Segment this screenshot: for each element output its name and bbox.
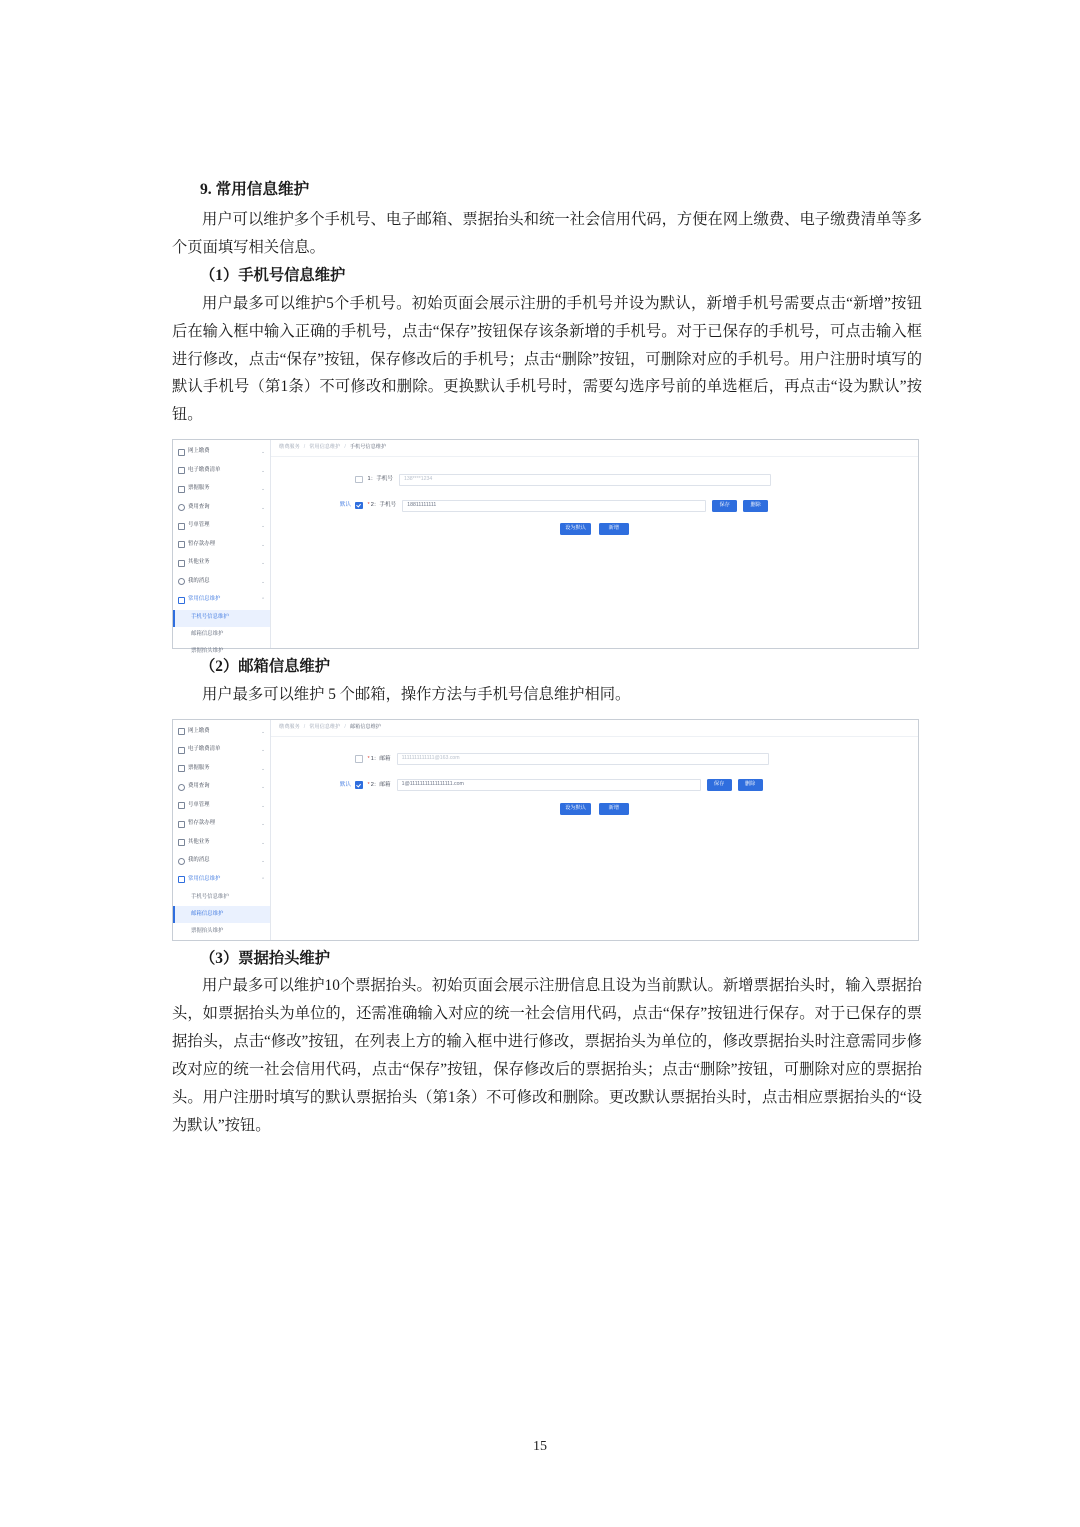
sidebar-subitem-label: 票据抬头维护 xyxy=(191,927,224,934)
money-icon xyxy=(178,541,185,548)
sidebar-item-fee-query[interactable] xyxy=(173,499,270,518)
screenshot-phone-maintenance xyxy=(172,439,919,655)
chevron-down-icon: ⌄ xyxy=(261,747,265,753)
document-body xyxy=(172,176,922,1139)
sidebar-item-common-info-maintenance[interactable] xyxy=(173,591,270,610)
email-row-2 xyxy=(271,777,918,794)
default-tag: 默认 xyxy=(339,502,351,509)
email-form xyxy=(271,737,918,940)
sidebar-item-label: 暂存款办理 xyxy=(188,820,215,827)
sidebar-item-receipt-service[interactable] xyxy=(173,760,270,779)
breadcrumb-item[interactable]: 缴费服务 xyxy=(279,444,300,451)
sidebar-item-label: 电子缴费清单 xyxy=(188,466,221,473)
chevron-down-icon: ⌄ xyxy=(261,839,265,845)
sidebar-item-online-payment[interactable] xyxy=(173,723,270,742)
add-button[interactable]: 新增 xyxy=(599,523,629,535)
sidebar-item-label: 其他业务 xyxy=(188,559,210,566)
sidebar-item-receipt-title-maintenance[interactable] xyxy=(173,923,270,940)
screenshot-email-maintenance xyxy=(172,719,919,941)
sidebar-item-label: 电子缴费清单 xyxy=(188,746,221,753)
add-button[interactable]: 新增 xyxy=(599,803,629,815)
grid-icon xyxy=(178,560,185,567)
phone-row-1 xyxy=(271,471,918,488)
required-star: * xyxy=(367,502,370,509)
sidebar-item-label: 票据服务 xyxy=(188,764,210,771)
sub-body-1: 用户最多可以维护5个手机号。初始页面会展示注册的手机号并设为默认，新增手机号需要点击“新增”按钮后在输入框中输入正确的手机号，点击“保存”按钮保存该条新增的手机号。对于已保存的手机号，可点击输入框进行修改，点击“保存”按钮，保存修改后的手机号；点击“删除”按钮，可删除对应的手机号。用户注册时填写的默认手机号（第1条）不可修改和删除。更换默认手机号时，需要勾选序号前的单选框后，再点击“设为默认”按钮。 xyxy=(172,294,922,424)
sidebar-item-e-bill-list[interactable] xyxy=(173,462,270,481)
chevron-down-icon: ⌄ xyxy=(261,504,265,510)
phone-form-footer xyxy=(271,523,918,535)
required-star: * xyxy=(367,756,370,763)
search-icon xyxy=(178,504,185,511)
sub-heading-3: （3）票据抬头维护 xyxy=(200,949,331,967)
breadcrumb-current: 手机号信息维护 xyxy=(349,444,387,451)
phone-row-2 xyxy=(271,497,918,514)
sub-heading-1: （1）手机号信息维护 xyxy=(200,267,346,285)
chevron-up-icon: ⌃ xyxy=(261,876,265,882)
sidebar-item-label: 常用信息维护 xyxy=(188,875,221,882)
row-radio-1[interactable] xyxy=(355,755,363,763)
search-icon xyxy=(178,784,185,791)
breadcrumb-item[interactable]: 常用信息维护 xyxy=(309,723,341,730)
phone-input-2[interactable]: 18811111111 xyxy=(402,500,706,512)
sidebar-item-my-messages[interactable] xyxy=(173,573,270,592)
email-input-1[interactable]: 1111111111111@163.com xyxy=(397,753,769,765)
main-panel xyxy=(271,440,918,648)
chevron-down-icon: ⌄ xyxy=(261,728,265,734)
sidebar-item-order-management[interactable] xyxy=(173,797,270,816)
email-row-1 xyxy=(271,751,918,768)
bell-icon xyxy=(178,578,185,585)
row-radio-2[interactable] xyxy=(355,781,363,789)
sidebar-item-order-management[interactable] xyxy=(173,517,270,536)
sidebar-subitem-label: 邮箱信息维护 xyxy=(191,910,224,917)
delete-button[interactable]: 删除 xyxy=(743,500,768,512)
list-icon xyxy=(178,747,185,754)
chevron-down-icon: ⌄ xyxy=(261,541,265,547)
sub-body-3: 用户最多可以维护10个票据抬头。初始页面会展示注册信息且设为当前默认。新增票据抬头时，输入票据抬头，如票据抬头为单位的，还需准确输入对应的统一社会信用代码，点击“保存”按钮进行保存。对于已保存的票据抬头，点击“修改”按钮，在列表上方的输入框中进行修改，票据抬头为单位的，修改票据抬头时注意需同步修改对应的统一社会信用代码，点击“保存”按钮，保存修改后的票据抬头；点击“删除”按钮，可删除对应的票据抬头。用户注册时填写的默认票据抬头（第1条）不可修改和删除。更改默认票据抬头时，点击相应票据抬头的“设为默认”按钮。 xyxy=(172,977,922,1134)
sidebar-item-email-info-maintenance[interactable] xyxy=(173,627,270,644)
doc-icon xyxy=(178,523,185,530)
sidebar-item-online-payment[interactable] xyxy=(173,443,270,462)
list-icon xyxy=(178,467,185,474)
required-star: * xyxy=(367,782,370,789)
sub-heading-2: （2）邮箱信息维护 xyxy=(200,658,331,675)
money-icon xyxy=(178,821,185,828)
row-radio-2[interactable] xyxy=(355,502,363,510)
chevron-down-icon: ⌄ xyxy=(261,578,265,584)
phone-row-2-label-text: 2：手机号 xyxy=(370,502,397,509)
breadcrumb-separator: / xyxy=(344,444,346,451)
delete-button[interactable]: 删除 xyxy=(738,779,763,791)
sidebar-item-label: 号单管理 xyxy=(188,522,210,529)
sidebar-item-label: 常用信息维护 xyxy=(188,596,221,603)
chevron-down-icon: ⌄ xyxy=(261,784,265,790)
sidebar-item-label: 费用查询 xyxy=(188,783,210,790)
sidebar-item-email-info-maintenance[interactable] xyxy=(173,906,270,923)
sidebar xyxy=(173,440,271,655)
sidebar-item-label: 其他业务 xyxy=(188,838,210,845)
sidebar xyxy=(173,720,271,940)
phone-row-2-label xyxy=(368,500,397,510)
sidebar-item-phone-info-maintenance[interactable] xyxy=(173,889,270,906)
cart-icon xyxy=(178,449,185,456)
sidebar-item-deposit-handling[interactable] xyxy=(173,536,270,555)
email-input-2[interactable]: 1@11111111111111111.com xyxy=(397,779,701,791)
sidebar-item-receipt-title-maintenance[interactable] xyxy=(173,644,270,661)
breadcrumb xyxy=(271,720,918,737)
sidebar-item-phone-info-maintenance[interactable] xyxy=(173,610,270,627)
breadcrumb-separator: / xyxy=(303,723,306,730)
chevron-down-icon: ⌄ xyxy=(261,467,265,473)
chevron-down-icon: ⌄ xyxy=(261,486,265,492)
sidebar-item-label: 网上缴费 xyxy=(188,727,210,734)
set-default-button[interactable]: 设为默认 xyxy=(560,523,591,535)
sub-body-2: 用户最多可以维护 5 个邮箱，操作方法与手机号信息维护相同。 xyxy=(202,685,631,703)
email-row-1-label xyxy=(368,754,391,764)
email-row-1-label-text: 1：邮箱 xyxy=(370,756,391,763)
sidebar-item-e-bill-list[interactable] xyxy=(173,741,270,760)
phone-form xyxy=(271,457,918,648)
row-radio-1[interactable] xyxy=(355,476,363,484)
default-tag: 默认 xyxy=(339,782,351,789)
sidebar-item-receipt-service[interactable] xyxy=(173,480,270,499)
grid-icon xyxy=(178,839,185,846)
save-button[interactable]: 保存 xyxy=(707,779,732,791)
sidebar-item-label: 票据服务 xyxy=(188,485,210,492)
chevron-down-icon: ⌄ xyxy=(261,821,265,827)
breadcrumb-current: 邮箱信息维护 xyxy=(349,723,381,730)
sidebar-item-label: 我的消息 xyxy=(188,857,210,864)
chevron-down-icon: ⌄ xyxy=(261,449,265,455)
chevron-down-icon: ⌄ xyxy=(261,858,265,864)
sidebar-item-label: 暂存款办理 xyxy=(188,540,215,547)
sidebar-item-other-business[interactable] xyxy=(173,834,270,853)
breadcrumb-separator: / xyxy=(344,723,346,730)
sidebar-item-fee-query[interactable] xyxy=(173,778,270,797)
main-panel xyxy=(271,720,918,940)
email-row-2-label-text: 2：邮箱 xyxy=(370,782,391,789)
chevron-down-icon: ⌄ xyxy=(261,765,265,771)
sidebar-subitem-label: 手机号信息维护 xyxy=(191,614,229,621)
sidebar-subitem-label: 邮箱信息维护 xyxy=(191,631,224,638)
phone-row-1-label: 1：手机号 xyxy=(367,476,393,483)
sidebar-item-other-business[interactable] xyxy=(173,554,270,573)
cart-icon xyxy=(178,728,185,735)
phone-input-1[interactable]: 138****1234 xyxy=(399,474,771,486)
sidebar-item-common-info-maintenance[interactable] xyxy=(173,871,270,890)
user-gear-icon xyxy=(178,597,185,604)
chevron-down-icon: ⌄ xyxy=(261,802,265,808)
chevron-down-icon: ⌄ xyxy=(261,523,265,529)
sidebar-item-my-messages[interactable] xyxy=(173,852,270,871)
intro-paragraph: 用户可以维护多个手机号、电子邮箱、票据抬头和统一社会信用代码，方便在网上缴费、电子缴费清单等多个页面填写相关信息。 xyxy=(172,211,922,257)
set-default-button[interactable]: 设为默认 xyxy=(560,803,591,815)
breadcrumb xyxy=(271,440,918,457)
email-row-2-label xyxy=(368,780,391,790)
save-button[interactable]: 保存 xyxy=(712,500,737,512)
sidebar-item-label: 我的消息 xyxy=(188,577,210,584)
email-form-footer xyxy=(271,803,918,815)
sidebar-item-label: 费用查询 xyxy=(188,503,210,510)
bell-icon xyxy=(178,858,185,865)
receipt-icon xyxy=(178,765,185,772)
sidebar-subitem-label: 票据抬头维护 xyxy=(191,648,224,655)
chevron-up-icon: ⌃ xyxy=(261,597,265,603)
sidebar-item-deposit-handling[interactable] xyxy=(173,815,270,834)
breadcrumb-item[interactable]: 常用信息维护 xyxy=(309,444,341,451)
page-number: 15 xyxy=(533,1439,547,1454)
chevron-down-icon: ⌄ xyxy=(261,560,265,566)
sidebar-item-label: 号单管理 xyxy=(188,801,210,808)
breadcrumb-item[interactable]: 缴费服务 xyxy=(279,723,300,730)
sidebar-subitem-label: 手机号信息维护 xyxy=(191,893,229,900)
user-gear-icon xyxy=(178,876,185,883)
section-title: 9. 常用信息维护 xyxy=(200,181,310,198)
doc-icon xyxy=(178,802,185,809)
breadcrumb-separator: / xyxy=(303,444,306,451)
receipt-icon xyxy=(178,486,185,493)
sidebar-item-label: 网上缴费 xyxy=(188,448,210,455)
